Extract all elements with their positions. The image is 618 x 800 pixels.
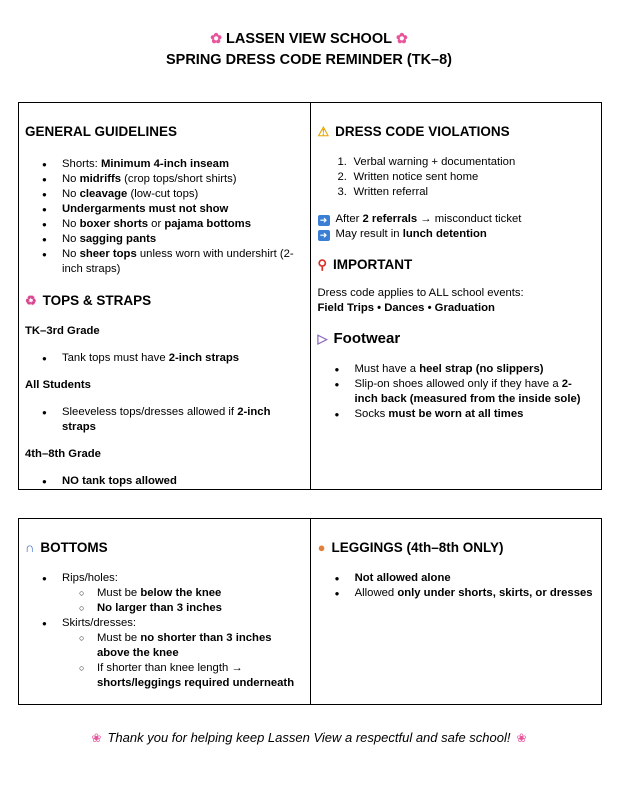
- list-item: ● Undergarments must not show: [25, 202, 302, 217]
- flower-icon: ❀: [91, 731, 102, 745]
- list-item: ● Rips/holes: ○ Must be below the knee ○ No larger than 3 inches: [25, 571, 302, 616]
- list-item: ● No sheer tops unless worn with undershirt (2-inch straps): [25, 247, 302, 277]
- list-item: ● No cleavage (low-cut tops): [25, 187, 302, 202]
- list-item: ● Socks must be worn at all times: [318, 407, 593, 422]
- leggings-heading: [318, 539, 593, 557]
- important-text: Dress code applies to ALL school events:: [317, 287, 524, 299]
- flower-icon: ✿: [395, 30, 408, 46]
- violations-title: DRESS CODE VIOLATIONS: [335, 124, 510, 139]
- bottoms-list: [25, 571, 302, 691]
- left-column-top: [19, 103, 311, 490]
- grade-label: All Students: [25, 379, 91, 391]
- violations-steps: [318, 155, 593, 200]
- school-name: LASSEN VIEW SCHOOL: [226, 31, 392, 47]
- sub-list-item: ○ Must be no shorter than 3 inches above the knee: [25, 631, 302, 661]
- bottom-section-table: [18, 518, 602, 705]
- list-item: ● Sleeveless tops/dresses allowed if 2-inch straps: [25, 405, 302, 435]
- page-header: [0, 28, 618, 71]
- footer-message: [0, 730, 618, 745]
- violations-heading: [318, 123, 593, 141]
- list-item: ● Slip-on shoes allowed only if they have a 2-inch back (measured from the inside sole): [318, 377, 593, 407]
- right-column-bottom: [310, 519, 601, 705]
- list-item: ● Skirts/dresses: ○ Must be no shorter than 3 inches above the knee ○ If shorter than knee length → shorts/leggings required underneath: [25, 616, 302, 691]
- top-section-table: [18, 102, 602, 490]
- tops-straps-heading: [25, 292, 302, 310]
- sub-list-item: ○ Must be below the knee: [25, 586, 302, 601]
- important-events: Field Trips • Dances • Graduation: [317, 302, 495, 314]
- list-item: ● Not allowed alone: [318, 571, 593, 586]
- list-item: ● No boxer shorts or pajama bottoms: [25, 217, 302, 232]
- list-item: ● No midriffs (crop tops/short shirts): [25, 172, 302, 187]
- right-column-top: [310, 103, 601, 490]
- arrow-right-icon: ➜: [318, 230, 330, 241]
- list-item: 3. Written referral: [337, 186, 429, 198]
- grade-label: TK–3rd Grade: [25, 325, 100, 337]
- pushpin-icon: ⚲: [317, 257, 328, 272]
- list-item: ● NO tank tops allowed: [25, 474, 302, 489]
- arrow-right-icon: ➜: [318, 215, 330, 226]
- list-item: 2. Written notice sent home: [337, 171, 479, 183]
- left-column-bottom: [19, 519, 311, 705]
- detention-note: ➜ May result in lunch detention: [318, 227, 593, 242]
- shirt-icon: ♻: [25, 293, 37, 308]
- general-guidelines-title: GENERAL GUIDELINES: [25, 124, 178, 139]
- jeans-icon: ∩: [25, 540, 35, 555]
- tops-list-all: [25, 405, 302, 435]
- sub-list-item: ○ If shorter than knee length → shorts/leggings required underneath: [25, 661, 302, 691]
- tops-straps-title: TOPS & STRAPS: [42, 293, 152, 308]
- footwear-list: [318, 362, 593, 422]
- bottoms-title: BOTTOMS: [40, 540, 108, 555]
- socks-icon: ●: [317, 540, 326, 555]
- rips-sublist: [62, 586, 302, 616]
- sub-list-item: ○ No larger than 3 inches: [25, 601, 302, 616]
- list-item: ● Must have a heel strap (no slippers): [318, 362, 593, 377]
- list-item: ● Allowed only under shorts, skirts, or dresses: [318, 586, 593, 601]
- school-name-line: [0, 28, 618, 50]
- warning-icon: ⚠: [317, 124, 330, 139]
- list-item: ● No sagging pants: [25, 232, 302, 247]
- list-item: ● Shorts: Minimum 4-inch inseam: [25, 157, 302, 172]
- tops-list-tk3: [25, 351, 302, 366]
- list-item: 1. Verbal warning + documentation: [337, 156, 516, 168]
- leggings-title: LEGGINGS (4th–8th ONLY): [331, 540, 504, 555]
- important-title: IMPORTANT: [333, 257, 413, 272]
- general-guidelines-list: [25, 157, 302, 277]
- flower-icon: ❀: [516, 731, 527, 745]
- footwear-title: Footwear: [333, 330, 401, 347]
- important-heading: [318, 256, 593, 274]
- footwear-heading: [318, 330, 593, 348]
- sneaker-icon: ▷: [317, 331, 328, 346]
- footer-text: Thank you for helping keep Lassen View a respectful and safe school!: [107, 730, 511, 745]
- document-title: SPRING DRESS CODE REMINDER (TK–8): [165, 52, 452, 68]
- grade-label: 4th–8th Grade: [25, 448, 101, 460]
- flower-icon: ✿: [210, 30, 223, 46]
- tops-list-48: [25, 474, 302, 489]
- skirts-sublist: [62, 631, 302, 691]
- leggings-list: [318, 571, 593, 601]
- list-item: ● Tank tops must have 2-inch straps: [25, 351, 302, 366]
- referral-note: ➜ After 2 referrals → misconduct ticket: [318, 212, 593, 227]
- bottoms-heading: [25, 539, 302, 557]
